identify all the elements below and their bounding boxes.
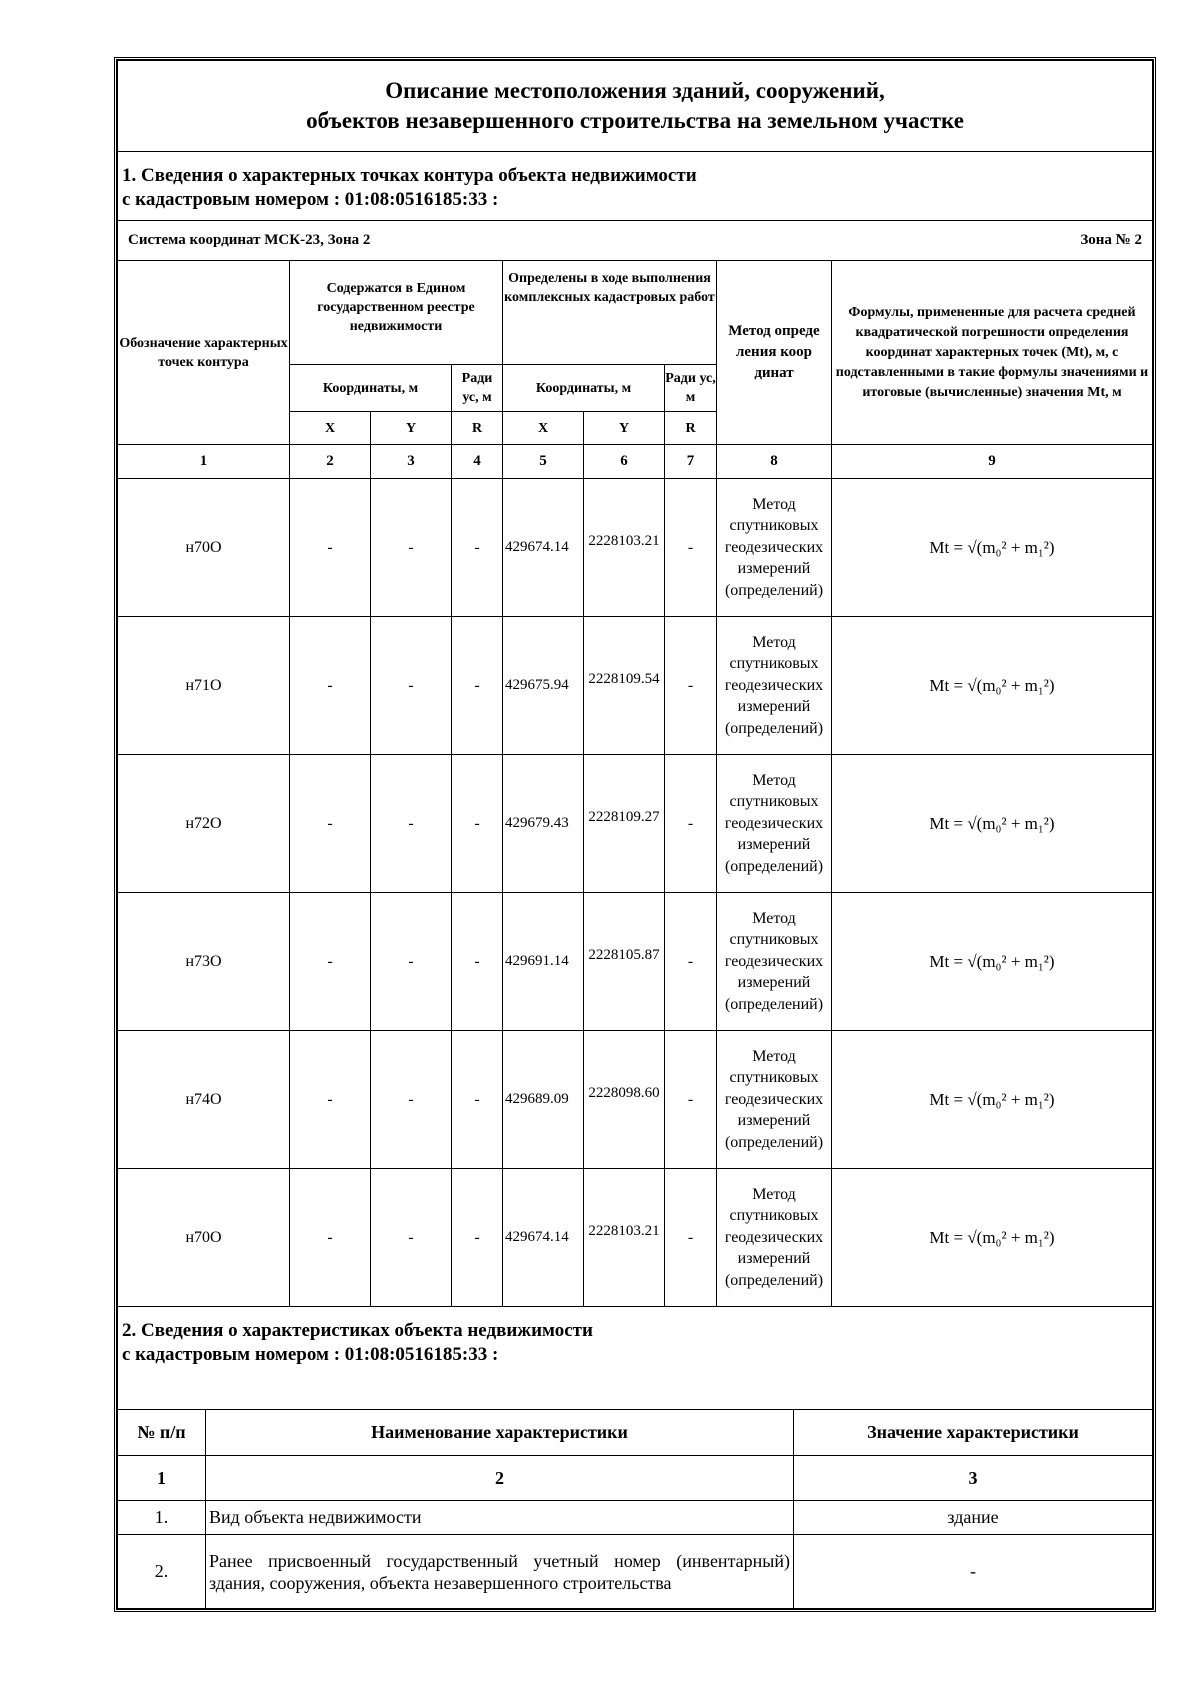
egrn-y: - bbox=[371, 755, 452, 893]
table-row bbox=[118, 1535, 1153, 1609]
section1-heading-line-1: 1. Сведения о характерных точках контура объекта недвижимости bbox=[122, 165, 697, 186]
header-egrn-y: Y bbox=[371, 412, 452, 445]
formula-cell: Mt = √(m₀² + m₁²) bbox=[832, 617, 1153, 755]
char-value: - bbox=[794, 1535, 1153, 1609]
egrn-y: - bbox=[371, 1031, 452, 1169]
egrn-y: - bbox=[371, 617, 452, 755]
col-number: 3 bbox=[794, 1456, 1153, 1501]
table-row bbox=[118, 1031, 1153, 1169]
table-row bbox=[118, 479, 1153, 617]
coord-system-row bbox=[118, 221, 1153, 261]
egrn-x: - bbox=[290, 755, 371, 893]
kkr-y: 2228109.54 bbox=[584, 617, 665, 755]
header-kkr-y: Y bbox=[584, 412, 665, 445]
header-num: № п/п bbox=[118, 1410, 206, 1456]
kkr-r: - bbox=[665, 1169, 717, 1307]
formula-cell: Mt = √(m₀² + m₁²) bbox=[832, 755, 1153, 893]
col-number: 5 bbox=[503, 445, 584, 479]
kkr-x: 429675.94 bbox=[503, 617, 584, 755]
section1-heading-line-2: с кадастровым номером : 01:08:0516185:33 : bbox=[122, 189, 499, 210]
point-name: н73О bbox=[118, 893, 290, 1031]
header-egrn-radius: Ради ус, м bbox=[452, 365, 503, 412]
section1-heading bbox=[118, 152, 1153, 221]
method-cell: Метод спутниковых геодезических измерений (определений) bbox=[717, 1169, 832, 1307]
header-kkr: Определены в ходе выполнения комплексных кадастровых работ bbox=[503, 261, 717, 365]
point-name: н74О bbox=[118, 1031, 290, 1169]
header-name: Наименование характеристики bbox=[206, 1410, 794, 1456]
method-cell: Метод спутниковых геодезических измерений (определений) bbox=[717, 617, 832, 755]
col-number: 4 bbox=[452, 445, 503, 479]
title-line-1: Описание местоположения зданий, сооружений, bbox=[385, 78, 885, 103]
kkr-x: 429674.14 bbox=[503, 1169, 584, 1307]
egrn-x: - bbox=[290, 1169, 371, 1307]
col-number: 1 bbox=[118, 445, 290, 479]
table-row bbox=[118, 1501, 1153, 1535]
kkr-r: - bbox=[665, 1031, 717, 1169]
kkr-r: - bbox=[665, 893, 717, 1031]
egrn-y: - bbox=[371, 1169, 452, 1307]
header-designation: Обозначение характерных точек контура bbox=[118, 261, 290, 445]
col-number: 6 bbox=[584, 445, 665, 479]
header-formula: Формулы, примененные для расчета средней квадратической погрешности определения координат характерных точек (Mt), м, с подставленными в такие формулы значениями и итоговые (вычисленные) значения Mt, м bbox=[832, 261, 1153, 445]
char-name: Ранее присвоенный государственный учетный номер (инвентарный) здания, сооружения, объекта незавершенного строительства bbox=[206, 1535, 794, 1609]
char-name: Вид объекта недвижимости bbox=[206, 1501, 794, 1535]
header-kkr-x: X bbox=[503, 412, 584, 445]
header-kkr-coords: Координаты, м bbox=[503, 365, 665, 412]
location-table bbox=[117, 60, 1153, 1307]
header-egrn-coords: Координаты, м bbox=[290, 365, 452, 412]
formula-cell: Mt = √(m₀² + m₁²) bbox=[832, 479, 1153, 617]
egrn-r: - bbox=[452, 617, 503, 755]
egrn-y: - bbox=[371, 893, 452, 1031]
kkr-y: 2228098.60 bbox=[584, 1031, 665, 1169]
table-row bbox=[118, 893, 1153, 1031]
point-name: н71О bbox=[118, 617, 290, 755]
col-number: 3 bbox=[371, 445, 452, 479]
header-kkr-radius: Ради ус, м bbox=[665, 365, 717, 412]
document-sheet bbox=[114, 57, 1156, 1612]
table-row bbox=[118, 1169, 1153, 1307]
egrn-x: - bbox=[290, 479, 371, 617]
kkr-y: 2228103.21 bbox=[584, 1169, 665, 1307]
header-egrn-x: X bbox=[290, 412, 371, 445]
column-numbers-row bbox=[118, 1456, 1153, 1501]
egrn-x: - bbox=[290, 893, 371, 1031]
char-value: здание bbox=[794, 1501, 1153, 1535]
document-title bbox=[118, 61, 1153, 152]
col-number: 2 bbox=[290, 445, 371, 479]
title-line-2: объектов незавершенного строительства на земельном участке bbox=[306, 108, 964, 133]
col-number: 1 bbox=[118, 1456, 206, 1501]
header-egrn: Содержатся в Едином государственном реестре недвижимости bbox=[290, 261, 503, 365]
point-name: н70О bbox=[118, 1169, 290, 1307]
header-egrn-r: R bbox=[452, 412, 503, 445]
kkr-x: 429689.09 bbox=[503, 1031, 584, 1169]
header-value: Значение характеристики bbox=[794, 1410, 1153, 1456]
kkr-x: 429674.14 bbox=[503, 479, 584, 617]
column-numbers-row bbox=[118, 445, 1153, 479]
col-number: 9 bbox=[832, 445, 1153, 479]
coord-system: Система координат МСК-23, Зона 2 bbox=[128, 232, 371, 248]
kkr-x: 429679.43 bbox=[503, 755, 584, 893]
char-num: 1. bbox=[118, 1501, 206, 1535]
col-number: 2 bbox=[206, 1456, 794, 1501]
char-num: 2. bbox=[118, 1535, 206, 1609]
formula-cell: Mt = √(m₀² + m₁²) bbox=[832, 1169, 1153, 1307]
kkr-r: - bbox=[665, 755, 717, 893]
egrn-x: - bbox=[290, 617, 371, 755]
formula-cell: Mt = √(m₀² + m₁²) bbox=[832, 893, 1153, 1031]
section2-heading bbox=[118, 1307, 1153, 1410]
egrn-r: - bbox=[452, 479, 503, 617]
kkr-y: 2228103.21 bbox=[584, 479, 665, 617]
zone-label: Зона № 2 bbox=[1080, 232, 1142, 248]
col-number: 8 bbox=[717, 445, 832, 479]
header-method: Метод опреде ления коор динат bbox=[717, 261, 832, 445]
method-cell: Метод спутниковых геодезических измерений (определений) bbox=[717, 755, 832, 893]
kkr-x: 429691.14 bbox=[503, 893, 584, 1031]
egrn-r: - bbox=[452, 1169, 503, 1307]
egrn-r: - bbox=[452, 755, 503, 893]
col-number: 7 bbox=[665, 445, 717, 479]
kkr-y: 2228105.87 bbox=[584, 893, 665, 1031]
table-row bbox=[118, 617, 1153, 755]
point-name: н72О bbox=[118, 755, 290, 893]
formula-cell: Mt = √(m₀² + m₁²) bbox=[832, 1031, 1153, 1169]
egrn-x: - bbox=[290, 1031, 371, 1169]
method-cell: Метод спутниковых геодезических измерений (определений) bbox=[717, 1031, 832, 1169]
egrn-r: - bbox=[452, 893, 503, 1031]
kkr-y: 2228109.27 bbox=[584, 755, 665, 893]
kkr-r: - bbox=[665, 479, 717, 617]
section2-heading-line-1: 2. Сведения о характеристиках объекта недвижимости bbox=[122, 1320, 593, 1341]
method-cell: Метод спутниковых геодезических измерений (определений) bbox=[717, 479, 832, 617]
egrn-y: - bbox=[371, 479, 452, 617]
point-name: н70О bbox=[118, 479, 290, 617]
egrn-r: - bbox=[452, 1031, 503, 1169]
table-row bbox=[118, 755, 1153, 893]
header-kkr-r: R bbox=[665, 412, 717, 445]
characteristics-table bbox=[117, 1307, 1153, 1609]
section2-heading-line-2: с кадастровым номером : 01:08:0516185:33 : bbox=[122, 1344, 499, 1365]
method-cell: Метод спутниковых геодезических измерений (определений) bbox=[717, 893, 832, 1031]
kkr-r: - bbox=[665, 617, 717, 755]
